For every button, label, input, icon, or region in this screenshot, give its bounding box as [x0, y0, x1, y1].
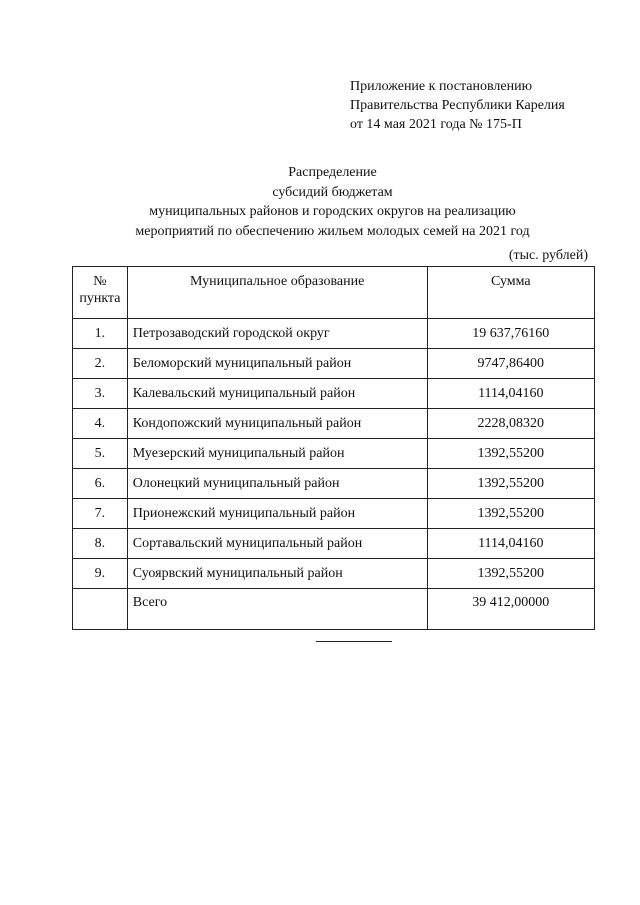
row-num: 7.: [73, 499, 128, 529]
header-num: [73, 267, 128, 319]
row-sum: 9747,86400: [427, 349, 594, 379]
row-sum: 1392,55200: [427, 499, 594, 529]
total-sum: 39 412,00000: [427, 589, 594, 630]
row-num: 9.: [73, 559, 128, 589]
row-num: 6.: [73, 469, 128, 499]
row-sum: 19 637,76160: [427, 319, 594, 349]
row-name: Калевальский муниципальный район: [127, 379, 427, 409]
total-num: [73, 589, 128, 630]
appendix-line: от 14 мая 2021 года № 175-П: [350, 117, 522, 132]
row-name: Муезерский муниципальный район: [127, 439, 427, 469]
row-num: 3.: [73, 379, 128, 409]
row-sum: 1114,04160: [427, 379, 594, 409]
row-name: Суоярвский муниципальный район: [127, 559, 427, 589]
row-sum: 2228,08320: [427, 409, 594, 439]
row-name: Петрозаводский городской округ: [127, 319, 427, 349]
subsidy-table: [72, 266, 595, 630]
row-num: 4.: [73, 409, 128, 439]
table-row: [73, 379, 595, 409]
row-num: 5.: [73, 439, 128, 469]
appendix-line: Приложение к постановлению: [350, 79, 533, 94]
table-row: [73, 439, 595, 469]
table-row: [73, 499, 595, 529]
title-line: субсидий бюджетам: [272, 184, 393, 200]
title-line: муниципальных районов и городских округов на реализацию: [149, 204, 516, 219]
row-name: Кондопожский муниципальный район: [127, 409, 427, 439]
closing-rule: [316, 641, 392, 642]
row-num: 8.: [73, 529, 128, 559]
row-num: 1.: [73, 319, 128, 349]
row-num: 2.: [73, 349, 128, 379]
header-sum: Сумма: [427, 267, 594, 319]
title-line: Распределение: [288, 165, 377, 180]
appendix-line: Правительства Республики Карелия: [350, 98, 565, 113]
table-row: [73, 559, 595, 589]
row-name: Беломорский муниципальный район: [127, 349, 427, 379]
table-total-row: [73, 589, 595, 630]
row-name: Прионежский муниципальный район: [127, 499, 427, 529]
appendix-header: [350, 77, 565, 134]
row-sum: 1392,55200: [427, 469, 594, 499]
header-name: Муниципальное образование: [127, 267, 427, 319]
row-name: Сортавальский муниципальный район: [127, 529, 427, 559]
table-row: [73, 529, 595, 559]
row-name: Олонецкий муниципальный район: [127, 469, 427, 499]
total-name: Всего: [127, 589, 427, 630]
table-row: [73, 469, 595, 499]
table-row: [73, 349, 595, 379]
table-header-row: [73, 267, 595, 319]
table-row: [73, 319, 595, 349]
row-sum: 1114,04160: [427, 529, 594, 559]
header-num-line2: пункта: [79, 291, 121, 306]
units-label: (тыс. рублей): [508, 248, 588, 263]
row-sum: 1392,55200: [427, 439, 594, 469]
header-num-line1: №: [93, 274, 107, 289]
table-row: [73, 409, 595, 439]
row-sum: 1392,55200: [427, 559, 594, 589]
title-line: мероприятий по обеспечению жильем молодых семей на 2021 год: [135, 223, 530, 239]
document-title: [60, 163, 605, 241]
